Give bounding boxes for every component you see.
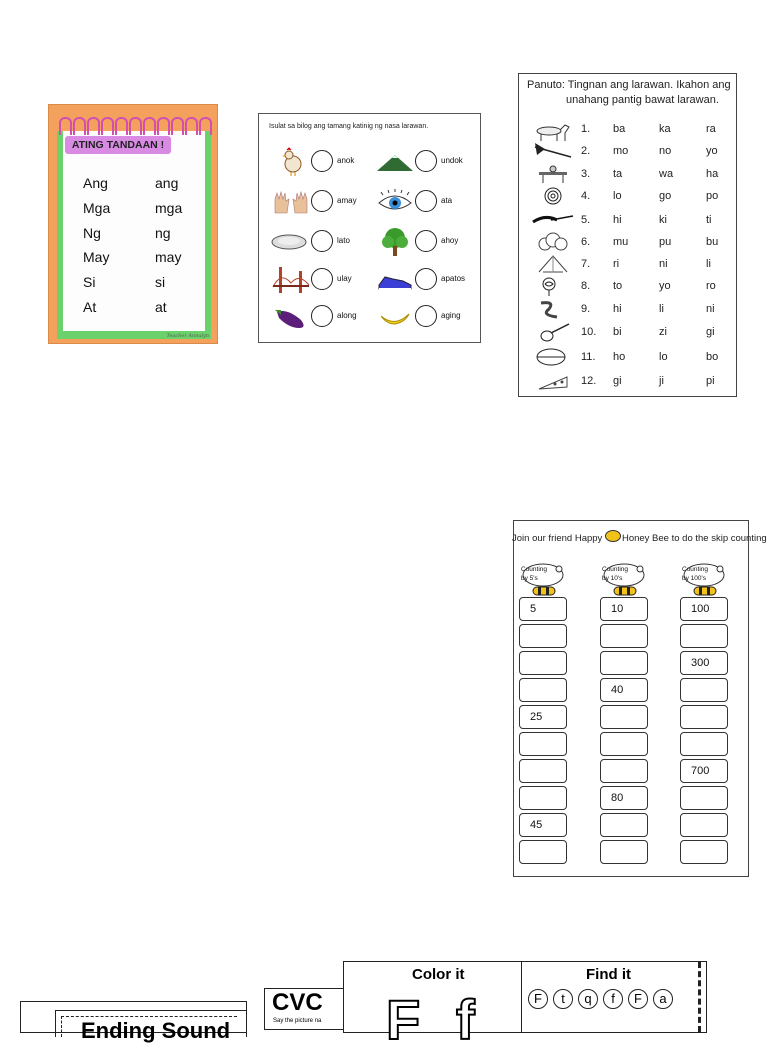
syllable-option[interactable]: li [706,258,711,270]
plate-icon [271,227,311,257]
counting-title-a: Join our friend Happy [512,533,605,544]
answer-circle[interactable] [311,268,333,290]
spiral-ring [87,117,100,135]
eye-icon [375,187,415,217]
bee-icon [605,530,621,542]
word-row [83,221,203,246]
tandaan-badge: ATING TANDAAN ! [65,136,171,154]
cvc-subtitle: Say the picture na [273,1018,322,1024]
row-number: 8. [581,280,591,292]
syllable-option[interactable]: ta [613,168,623,180]
cut-line [698,962,701,1032]
counting-box[interactable]: 5 [519,597,567,621]
find-letter-circle[interactable]: t [553,989,573,1009]
row-number: 12. [581,375,597,387]
find-letter-circle[interactable]: q [578,989,598,1009]
hands-icon [271,187,311,217]
snake-icon [531,299,575,319]
counting-box[interactable] [680,705,728,729]
bee-header [600,561,650,599]
syllable-option[interactable]: ka [659,123,671,135]
panuto-title-line2: unahang pantig bawat larawan. [566,94,719,106]
worksheet-instruction: Isulat sa bilog ang tamang katinig ng nasa larawan. [269,123,429,130]
word-upper: Ng [83,224,101,241]
panuto-row [519,164,736,186]
pizza-icon [531,371,575,391]
row-number: 3. [581,168,591,180]
outline-letter-lower: f [456,988,475,1051]
spiral-ring [185,117,198,135]
answer-circle[interactable] [415,230,437,252]
syllable-option[interactable]: bo [706,351,719,363]
syllable-option[interactable]: bu [706,236,719,248]
panuto-row [519,322,736,344]
bee-label [521,565,547,583]
find-letter-row [528,989,673,1009]
find-letter-circle[interactable]: F [528,989,548,1009]
row-number: 1. [581,123,591,135]
counting-box[interactable] [519,786,567,810]
panuto-row [519,347,736,369]
syllable-option[interactable]: lo [659,351,668,363]
syllable-option[interactable]: ti [706,214,712,226]
horse-icon [531,119,575,139]
section-divider [521,962,522,1032]
word-upper: May [83,249,110,266]
spiral-ring [101,117,114,135]
counting-box[interactable] [519,840,567,864]
tree-icon [375,227,415,257]
bee-label-line2: by 10's [602,575,623,582]
syllable-option[interactable]: pi [706,375,715,387]
find-it-heading: Find it [586,966,631,983]
syllable-option[interactable]: hi [613,214,622,226]
counting-box[interactable] [680,786,728,810]
syllable-option[interactable]: mo [613,145,629,157]
word-upper: Mga [83,199,111,216]
bee-label-line1: Counting [521,566,548,573]
word-fragment: lato [337,236,350,245]
tandaan-word-list [83,171,203,320]
bee-label-line2: by 100's [682,575,707,582]
syllable-option[interactable]: ni [706,303,715,315]
word-fragment: undok [441,156,463,165]
syllable-option[interactable]: ri [613,258,620,270]
word-upper: Ang [83,175,108,191]
bee-header [680,561,730,599]
word-lower: ng [155,224,171,241]
bridge-icon [271,265,311,295]
bee-header [519,561,569,599]
answer-circle[interactable] [415,305,437,327]
spiral-ring [199,117,212,135]
panuto-title-line1: Panuto: Tingnan ang larawan. Ikahon ang [527,79,731,91]
counting-box[interactable]: 300 [680,651,728,675]
counting-box[interactable] [600,705,648,729]
word-lower: at [155,298,167,315]
rose-icon [531,276,575,296]
word-fragment: ahoy [441,236,459,245]
counting-box[interactable] [600,840,648,864]
word-fragment: ulay [337,274,352,283]
counting-box[interactable] [680,813,728,837]
spiral-ring [157,117,170,135]
counting-box[interactable] [600,732,648,756]
syllable-option[interactable]: lo [613,190,622,202]
counting-box[interactable]: 40 [600,678,648,702]
counting-box[interactable]: 80 [600,786,648,810]
spiral-ring [171,117,184,135]
syllable-option[interactable]: zi [659,326,667,338]
spiral-ring [59,117,72,135]
panuto-row [519,119,736,141]
answer-circle[interactable] [311,150,333,172]
counting-box[interactable]: 10 [600,597,648,621]
syllable-option[interactable]: ba [613,123,626,135]
panuto-worksheet [518,73,737,397]
row-number: 9. [581,303,591,315]
answer-circle[interactable] [415,190,437,212]
word-fragment: ata [441,196,453,205]
skip-counting-worksheet [512,520,767,877]
word-upper: At [83,298,97,315]
syllable-option[interactable]: ha [706,168,719,180]
panuto-row [519,232,736,254]
ending-sounds-title: Ending Sound [81,1018,231,1043]
word-fragment: amay [337,196,357,205]
word-row [83,196,203,221]
word-upper: Si [83,274,96,291]
panuto-row [519,276,736,298]
syllable-option[interactable]: ki [659,214,667,226]
counting-box[interactable] [519,678,567,702]
syllable-option[interactable]: gi [613,375,622,387]
row-number: 6. [581,236,591,248]
row-number: 10. [581,326,597,338]
panuto-row [519,210,736,232]
spiral-ring [143,117,156,135]
panuto-row [519,299,736,321]
syllable-option[interactable]: ho [613,351,626,363]
spiral-ring [115,117,128,135]
syllable-option[interactable]: ni [659,258,668,270]
counting-box[interactable] [600,759,648,783]
row-number: 5. [581,214,591,226]
ating-tandaan-card [48,104,218,344]
word-row [83,270,203,295]
bee-label-line1: Counting [602,566,629,573]
bee-label [682,565,708,583]
guitar-icon [531,322,575,342]
counting-box[interactable]: 45 [519,813,567,837]
answer-circle[interactable] [415,268,437,290]
syllable-option[interactable]: pu [659,236,672,248]
syllable-option[interactable]: no [659,145,672,157]
word-row [83,295,203,320]
counting-box[interactable] [519,651,567,675]
find-letter-circle[interactable]: F [628,989,648,1009]
word-lower: si [155,274,166,291]
counting-box[interactable]: 25 [519,705,567,729]
syllable-option[interactable]: wa [659,168,674,180]
syllable-option[interactable]: go [659,190,672,202]
syllable-option[interactable]: to [613,280,623,292]
isulat-worksheet [258,113,481,343]
word-lower: may [155,249,182,266]
counting-box[interactable] [600,624,648,648]
bee-label [602,565,628,583]
eggplant-icon [271,302,311,332]
panuto-row [519,371,736,393]
counting-box[interactable]: 100 [680,597,728,621]
bee-label-line2: by 5's [521,575,538,582]
syllable-option[interactable]: bi [613,326,622,338]
spiral-rings [57,111,213,137]
syllable-option[interactable]: ra [706,123,716,135]
counting-box[interactable] [519,759,567,783]
word-lower: mga [155,199,183,216]
panuto-row [519,186,736,208]
bowl-icon [531,347,575,367]
syllable-option[interactable]: yo [659,280,671,292]
find-letter-circle[interactable]: f [603,989,623,1009]
banana-icon [375,302,415,332]
counting-box[interactable] [680,678,728,702]
teacher-signature: Teacher Annalyn [166,333,209,339]
word-fragment: along [337,311,357,320]
spiral-ring [73,117,86,135]
cvc-worksheet [264,988,344,1030]
shoes-icon [375,265,415,295]
counting-box[interactable] [519,732,567,756]
row-number: 4. [581,190,591,202]
counting-title-b: Honey Bee to do the skip counting [621,533,767,544]
counting-box[interactable] [600,651,648,675]
row-number: 2. [581,145,591,157]
outline-letter-upper: F [386,988,421,1051]
counting-box[interactable] [680,732,728,756]
row-number: 11. [581,351,596,363]
spiral-ring [129,117,142,135]
answer-circle[interactable] [311,190,333,212]
word-row [83,245,203,270]
syllable-option[interactable]: po [706,190,719,202]
mountain-icon [375,147,415,177]
syllable-option[interactable]: ro [706,280,716,292]
answer-circle[interactable] [311,305,333,327]
syllable-option[interactable]: hi [613,303,622,315]
syllable-option[interactable]: mu [613,236,629,248]
counting-title [512,530,772,544]
counting-box[interactable] [680,840,728,864]
word-fragment: apatos [441,274,466,283]
row-number: 7. [581,258,591,270]
table-icon [531,164,575,184]
answer-circle[interactable] [311,230,333,252]
ending-sounds-worksheet [20,1001,247,1043]
counting-box[interactable] [600,813,648,837]
word-row [83,171,203,196]
color-it-heading: Color it [412,966,465,983]
syllable-option[interactable]: ji [659,375,664,387]
counting-box[interactable] [680,624,728,648]
answer-circle[interactable] [415,150,437,172]
counting-box[interactable] [519,624,567,648]
syllable-option[interactable]: li [659,303,664,315]
word-fragment: aging [441,311,461,320]
mosquito-coil-icon [531,186,575,206]
panuto-row [519,254,736,276]
bridge-icon [531,254,575,274]
syllable-option[interactable]: gi [706,326,715,338]
cvc-title: CVC [272,989,323,1016]
bee-label-line1: Counting [682,566,709,573]
syllable-option[interactable]: yo [706,145,718,157]
cloud-icon [531,232,575,252]
find-letter-circle[interactable]: a [653,989,673,1009]
word-lower: ang [155,175,179,191]
color-find-worksheet [343,961,707,1051]
broom-icon [531,141,575,161]
counting-box[interactable]: 700 [680,759,728,783]
stick-icon [531,210,575,230]
word-fragment: anok [337,156,355,165]
panuto-row [519,141,736,163]
rooster-icon [271,147,311,177]
